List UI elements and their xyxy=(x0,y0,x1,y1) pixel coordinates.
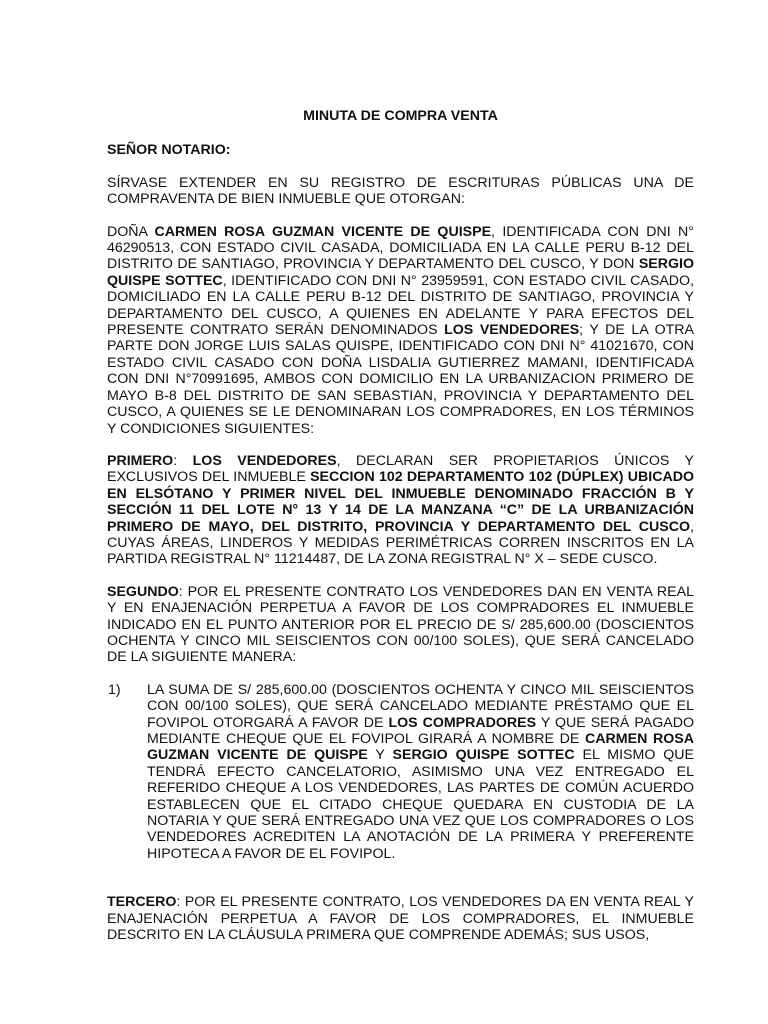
list-item xyxy=(107,682,694,862)
buyers-label: LOS COMPRADORES xyxy=(388,714,537,731)
parties-paragraph xyxy=(107,224,694,437)
sellers-label: LOS VENDEDORES xyxy=(444,322,580,339)
seller-name-1: CARMEN ROSA GUZMAN VICENTE DE QUISPE xyxy=(154,223,492,240)
clause-primero xyxy=(107,453,694,568)
seller-name-2: SERGIO QUISPE SOTTEC xyxy=(107,256,694,289)
clause-tercero xyxy=(107,894,694,943)
property-description: SECCION 102 DEPARTAMENTO 102 (DÚPLEX) UBICADO EN ELSÓTANO Y PRIMER NIVEL DEL INMUEBLE DENOMINADO FRACCIÓN B Y SECCIÓN 11 DEL LOTE N° 13 Y 14 DE LA MANZANA “C” DE LA URBANIZACIÓN PRIMERO DE MAYO, DEL DISTRITO, PROVINCIA Y DEPARTAMENTO DEL CUSCO xyxy=(107,469,694,535)
text-run: : xyxy=(173,452,193,469)
text-run: : POR EL PRESENTE CONTRATO LOS VENDEDORES DAN EN VENTA REAL Y EN ENAJENACIÓN PERPETUA A FAVOR DE LOS COMPRADORES EL INMUEBLE INDICADO EN EL PUNTO ANTERIOR POR EL PRECIO DE S/ 285,600.00 (DOSCIENTOS OCHENTA Y CINCO MIL SEISCIENTOS CON 00/100 SOLES), QUE SERÁ CANCELADO DE LA SIGUIENTE MANERA: xyxy=(107,583,694,666)
text-run: , DECLARAN SER PROPIETARIOS ÚNICOS Y EXCLUSIVOS DEL INMUEBLE xyxy=(107,452,695,486)
text-run: LA SUMA DE S/ 285,600.00 (DOSCIENTOS OCHENTA Y CINCO MIL SEISCIENTOS CON 00/100 SOLES), QUE SERÁ CANCELADO MEDIANTE PRÉSTAMO QUE EL FOVIPOL OTORGARÁ A FAVOR DE xyxy=(147,681,694,731)
clause-label: SEGUNDO xyxy=(107,583,179,600)
salutation: SEÑOR NOTARIO: xyxy=(107,142,231,159)
seller-name-2: SERGIO QUISPE SOTTEC xyxy=(392,747,575,764)
document-title: MINUTA DE COMPRA VENTA xyxy=(303,108,498,124)
text-run: Y QUE SERÁ PAGADO MEDIANTE CHEQUE QUE EL FOVIPOL GIRARÁ A NOMBRE DE xyxy=(147,714,694,747)
text-run: , CUYAS ÁREAS, LINDEROS Y MEDIDAS PERIMÉTRICAS CORREN INSCRITOS EN LA PARTIDA REGISTRAL N° 11214487, DE LA ZONA REGISTRAL N° X – SEDE CUSCO. xyxy=(107,518,694,568)
clause-label: PRIMERO xyxy=(107,452,174,469)
text-run: , IDENTIFICADO CON DNI N° 23959591, CON ESTADO CIVIL CASADO, DOMICILIADO EN LA CALLE PERU B-12 DEL DISTRITO DE SANTIAGO, PROVINCIA Y DEPARTAMENTO DEL CUSCO, A QUIENES EN ADELANTE Y PARA EFECTOS DEL PRESENTE CONTRATO SERÁN DENOMINADOS xyxy=(107,272,695,339)
clause-label: TERCERO xyxy=(107,894,177,911)
text-run: DOÑA xyxy=(107,223,155,240)
spacer xyxy=(107,878,694,894)
text-run: EL MISMO QUE TENDRÁ EFECTO CANCELATORIO, ASIMISMO UNA VEZ ENTREGADO EL REFERIDO CHEQUE A LOS VENDEDORES, LAS PARTES DE COMÚN ACUERDO ESTABLECEN QUE EL CITADO CHEQUE QUEDARA EN CUSTODIA DE LA NOTARIA Y QUE SERÁ ENTREGADO UNA VEZ QUE LOS COMPRADORES O LOS VENDEDORES ACREDITEN LA ANOTACIÓN DE LA PRIMERA Y PREFERENTE HIPOTECA A FAVOR DE EL FOVIPOL. xyxy=(147,747,694,862)
list-item-body xyxy=(147,682,694,862)
seller-name-1: CARMEN ROSA GUZMAN VICENTE DE QUISPE xyxy=(147,731,694,764)
text-run: Y xyxy=(367,747,393,764)
text-run: ; Y DE LA OTRA PARTE DON JORGE LUIS SALAS QUISPE, IDENTIFICADO CON DNI N° 41021670, CON ESTADO CIVIL CASADO CON DOÑA LISDALIA GUTIERREZ MAMANI, IDENTIFICADA CON DNI N°70991695, AMBOS CON DOMICILIO EN LA URBANIZACION PRIMERO DE MAYO B-8 DEL DISTRITO DE SAN SEBASTIAN, PROVINCIA Y DEPARTAMENTO DEL CUSCO, A QUIENES SE LE DENOMINARAN LOS COMPRADORES, EN LOS TÉRMINOS Y CONDICIONES SIGUIENTES: xyxy=(107,322,694,437)
sellers-label: LOS VENDEDORES xyxy=(192,452,337,469)
document-page xyxy=(107,108,694,959)
text-run: , IDENTIFICADA CON DNI N° 46290513, CON ESTADO CIVIL CASADA, DOMICILIADA EN LA CALLE PERU B-12 DEL DISTRITO DE SANTIAGO, PROVINCIA Y DEPARTAMENTO DEL CUSCO, Y DON xyxy=(107,223,694,273)
clause-segundo xyxy=(107,584,694,666)
list-number: 1) xyxy=(108,681,121,698)
text-run: : POR EL PRESENTE CONTRATO, LOS VENDEDORES DA EN VENTA REAL Y ENAJENACIÓN PERPETUA A FAVOR DE LOS COMPRADORES, EL INMUEBLE DESCRITO EN LA CLÁUSULA PRIMERA QUE COMPRENDE ADEMÁS; SUS USOS, xyxy=(107,894,694,944)
intro-paragraph: SÍRVASE EXTENDER EN SU REGISTRO DE ESCRITURAS PÚBLICAS UNA DE COMPRAVENTA DE BIEN INMUEBLE QUE OTORGAN: xyxy=(107,174,694,208)
